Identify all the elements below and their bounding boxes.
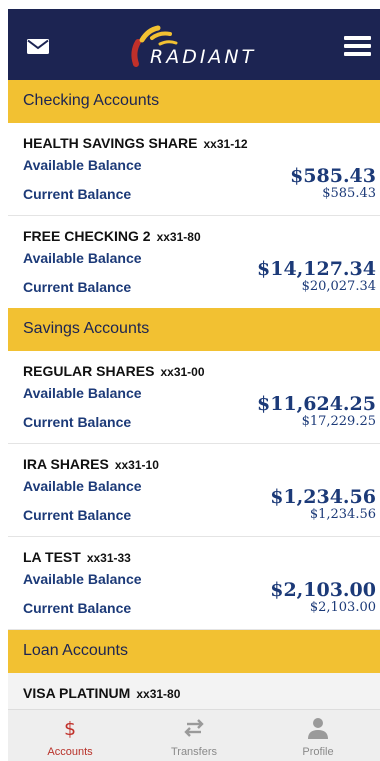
account-name: IRA SHARES xx31-10	[23, 456, 159, 472]
available-balance-value: $2,103.00	[270, 579, 376, 601]
brand-name: RADIANT	[150, 46, 257, 68]
current-balance-label: Current Balance	[23, 507, 132, 523]
current-balance-value: $20,027.34	[301, 279, 376, 294]
available-balance-label: Available Balance	[23, 157, 142, 173]
available-balance-value: $585.43	[290, 165, 376, 187]
account-name: FREE CHECKING 2 xx31-80	[23, 228, 201, 244]
current-balance-value: $1,234.56	[309, 507, 376, 522]
account-name: REGULAR SHARES xx31-00	[23, 363, 205, 379]
account-number: xx31-80	[156, 230, 201, 244]
section-header-loan	[8, 630, 380, 673]
account-number: xx31-33	[86, 551, 131, 565]
mail-icon[interactable]	[27, 39, 49, 54]
section-title: Loan Accounts	[23, 642, 128, 659]
available-balance-value: $1,234.56	[270, 486, 376, 508]
account-card[interactable]	[8, 123, 380, 216]
person-icon	[306, 716, 330, 740]
available-balance-label: Available Balance	[23, 571, 142, 587]
available-balance-value: $11,624.25	[257, 393, 376, 415]
account-number: xx31-00	[160, 365, 205, 379]
app-screen	[8, 9, 380, 761]
account-name: VISA PLATINUM xx31-80	[23, 685, 181, 701]
section-title: Checking Accounts	[23, 92, 160, 109]
available-balance-label: Available Balance	[23, 250, 142, 266]
tab-profile[interactable]	[256, 710, 380, 761]
tab-label: Profile	[302, 746, 334, 758]
available-balance-label: Available Balance	[23, 385, 142, 401]
current-balance-label: Current Balance	[23, 600, 132, 616]
account-card[interactable]	[8, 537, 380, 630]
account-card[interactable]	[8, 216, 380, 309]
tab-accounts[interactable]	[8, 710, 132, 761]
available-balance-value: $14,127.34	[257, 258, 376, 280]
radiant-logo	[124, 24, 264, 70]
section-header-savings	[8, 308, 380, 351]
dollar-icon: $	[63, 718, 77, 740]
current-balance-value: $585.43	[322, 186, 376, 201]
account-number: xx31-10	[114, 458, 159, 472]
hamburger-menu-icon[interactable]	[344, 36, 371, 58]
section-title: Savings Accounts	[23, 320, 150, 337]
transfer-arrows-icon	[182, 716, 206, 740]
account-name: LA TEST xx31-33	[23, 549, 131, 565]
current-balance-value: $2,103.00	[309, 600, 376, 615]
current-balance-label: Current Balance	[23, 186, 132, 202]
account-name: HEALTH SAVINGS SHARE xx31-12	[23, 135, 248, 151]
account-card[interactable]	[8, 444, 380, 537]
account-number: xx31-12	[203, 137, 248, 151]
section-header-checking	[8, 80, 380, 123]
tab-label: Accounts	[47, 746, 93, 758]
available-balance-label: Available Balance	[23, 478, 142, 494]
current-balance-label: Current Balance	[23, 279, 132, 295]
tab-transfers[interactable]	[132, 710, 256, 761]
account-number: xx31-80	[136, 687, 181, 701]
current-balance-label: Current Balance	[23, 414, 132, 430]
account-card[interactable]	[8, 351, 380, 444]
loan-account-card[interactable]	[8, 673, 380, 713]
bottom-tab-bar	[8, 709, 380, 761]
current-balance-value: $17,229.25	[301, 414, 376, 429]
tab-label: Transfers	[170, 746, 218, 758]
top-bar	[8, 9, 380, 80]
